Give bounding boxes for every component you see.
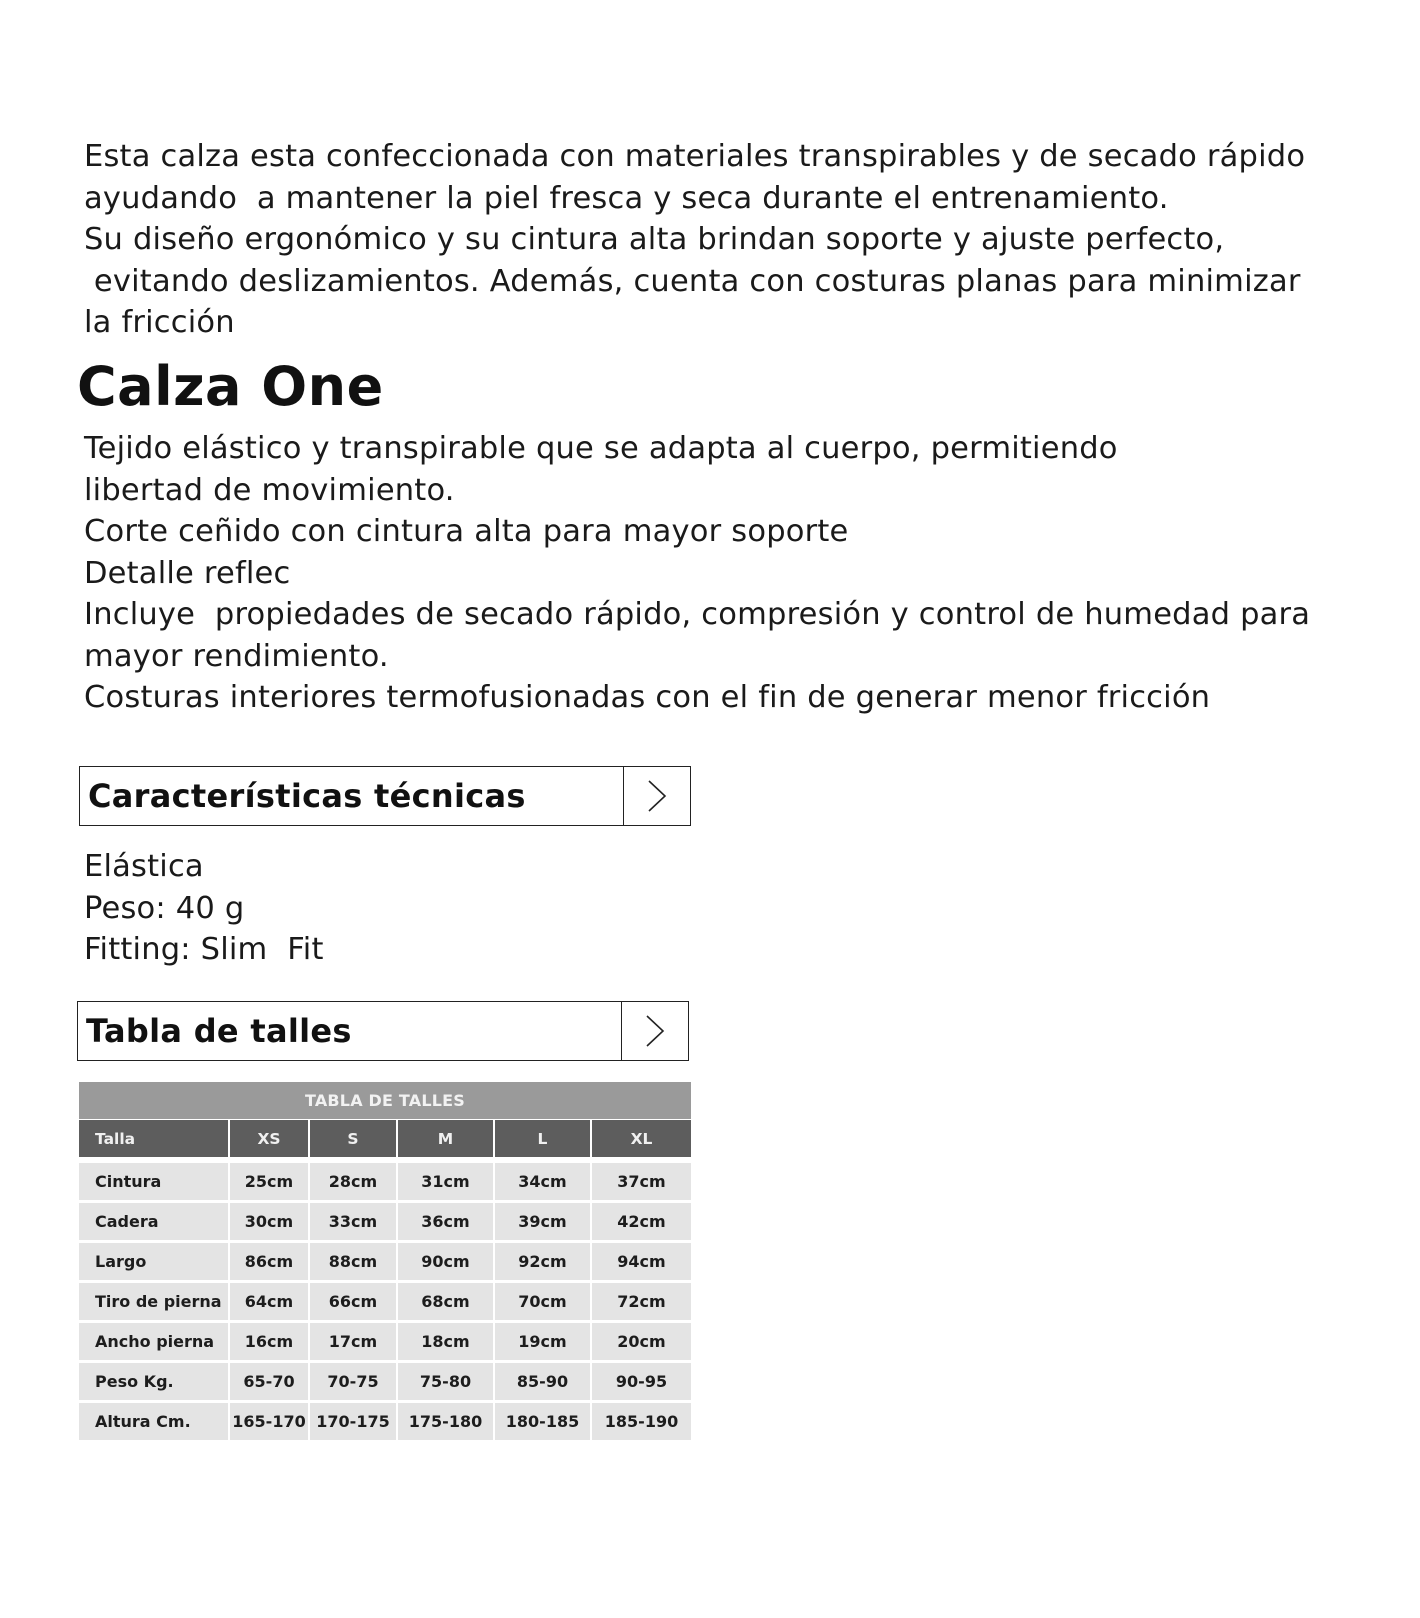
row-label: Cintura bbox=[79, 1163, 230, 1200]
header-cell: L bbox=[495, 1120, 592, 1157]
table-cell: 70-75 bbox=[310, 1363, 398, 1400]
product-title: Calza One bbox=[77, 355, 384, 418]
table-cell: 90cm bbox=[398, 1243, 495, 1280]
table-cell: 66cm bbox=[310, 1283, 398, 1320]
size-table bbox=[79, 1082, 691, 1443]
table-cell: 70cm bbox=[495, 1283, 592, 1320]
spec-line: Fitting: Slim Fit bbox=[84, 932, 324, 967]
spec-list bbox=[84, 846, 324, 971]
feature-line: Tejido elástico y transpirable que se adapta al cuerpo, permitiendo bbox=[84, 431, 1118, 466]
table-cell: 17cm bbox=[310, 1323, 398, 1360]
size-table-title: TABLA DE TALLES bbox=[79, 1082, 691, 1119]
intro-line: Esta calza esta confeccionada con materiales transpirables y de secado rápido bbox=[84, 139, 1306, 174]
chevron-right-icon[interactable] bbox=[621, 1002, 688, 1060]
chevron-right-icon[interactable] bbox=[623, 767, 690, 825]
table-row bbox=[79, 1203, 691, 1243]
spec-line: Elástica bbox=[84, 849, 204, 884]
table-cell: 68cm bbox=[398, 1283, 495, 1320]
table-row bbox=[79, 1403, 691, 1443]
table-cell: 36cm bbox=[398, 1203, 495, 1240]
table-cell: 165-170 bbox=[230, 1403, 310, 1440]
table-cell: 39cm bbox=[495, 1203, 592, 1240]
row-label: Tiro de pierna bbox=[79, 1283, 230, 1320]
feature-list bbox=[84, 428, 1384, 719]
header-cell: M bbox=[398, 1120, 495, 1157]
size-table-header bbox=[79, 1120, 691, 1157]
table-cell: 30cm bbox=[230, 1203, 310, 1240]
intro-line: ayudando a mantener la piel fresca y seca durante el entrenamiento. bbox=[84, 180, 1169, 216]
size-table-body bbox=[79, 1163, 691, 1443]
table-cell: 180-185 bbox=[495, 1403, 592, 1440]
table-row bbox=[79, 1243, 691, 1283]
table-row bbox=[79, 1163, 691, 1203]
table-cell: 85-90 bbox=[495, 1363, 592, 1400]
intro-line: la fricción bbox=[84, 305, 235, 340]
size-chart-label: Tabla de talles bbox=[86, 1012, 352, 1050]
header-cell: S bbox=[310, 1120, 398, 1157]
table-cell: 94cm bbox=[617, 1252, 666, 1271]
table-cell: 92cm bbox=[495, 1243, 592, 1280]
row-label: Largo bbox=[79, 1243, 230, 1280]
table-cell: 25cm bbox=[230, 1163, 310, 1200]
table-cell: 34cm bbox=[495, 1163, 592, 1200]
spec-line: Peso: 40 g bbox=[84, 890, 245, 926]
table-cell: 42cm bbox=[617, 1212, 666, 1231]
row-label: Ancho pierna bbox=[79, 1323, 230, 1360]
table-cell: 37cm bbox=[617, 1172, 666, 1191]
header-cell: Talla bbox=[79, 1120, 230, 1157]
table-cell: 170-175 bbox=[310, 1403, 398, 1440]
table-cell: 19cm bbox=[495, 1323, 592, 1360]
table-cell: 86cm bbox=[230, 1243, 310, 1280]
table-cell: 88cm bbox=[310, 1243, 398, 1280]
row-label: Cadera bbox=[79, 1203, 230, 1240]
size-chart-accordion[interactable] bbox=[77, 1001, 689, 1061]
table-cell: 90-95 bbox=[615, 1372, 668, 1391]
table-cell: 65-70 bbox=[230, 1363, 310, 1400]
table-cell: 185-190 bbox=[604, 1412, 679, 1431]
table-cell: 33cm bbox=[310, 1203, 398, 1240]
row-label: Peso Kg. bbox=[79, 1363, 230, 1400]
tech-specs-label: Características técnicas bbox=[88, 777, 526, 815]
feature-line: Detalle reflec bbox=[84, 555, 291, 591]
intro-line: Su diseño ergonómico y su cintura alta brindan soporte y ajuste perfecto, bbox=[84, 222, 1225, 257]
feature-line: Incluye propiedades de secado rápido, compresión y control de humedad para bbox=[84, 597, 1311, 632]
feature-line: Costuras interiores termofusionadas con el fin de generar menor fricción bbox=[84, 680, 1211, 715]
table-cell: 175-180 bbox=[398, 1403, 495, 1440]
intro-description bbox=[84, 136, 1384, 344]
table-row bbox=[79, 1363, 691, 1403]
table-row bbox=[79, 1283, 691, 1323]
table-cell: 31cm bbox=[398, 1163, 495, 1200]
table-cell: 20cm bbox=[617, 1332, 666, 1351]
row-label: Altura Cm. bbox=[79, 1403, 230, 1440]
table-cell: 18cm bbox=[398, 1323, 495, 1360]
tech-specs-accordion[interactable] bbox=[79, 766, 691, 826]
header-cell: XS bbox=[230, 1120, 310, 1157]
feature-line: Corte ceñido con cintura alta para mayor soporte bbox=[84, 514, 849, 549]
table-cell: 28cm bbox=[310, 1163, 398, 1200]
table-cell: 72cm bbox=[617, 1292, 666, 1311]
table-row bbox=[79, 1323, 691, 1363]
table-cell: 75-80 bbox=[398, 1363, 495, 1400]
table-cell: 16cm bbox=[230, 1323, 310, 1360]
header-cell: XL bbox=[630, 1129, 653, 1148]
feature-line: libertad de movimiento. bbox=[84, 472, 455, 508]
intro-line: evitando deslizamientos. Además, cuenta con costuras planas para minimizar bbox=[84, 263, 1301, 299]
feature-line: mayor rendimiento. bbox=[84, 638, 389, 674]
table-cell: 64cm bbox=[230, 1283, 310, 1320]
